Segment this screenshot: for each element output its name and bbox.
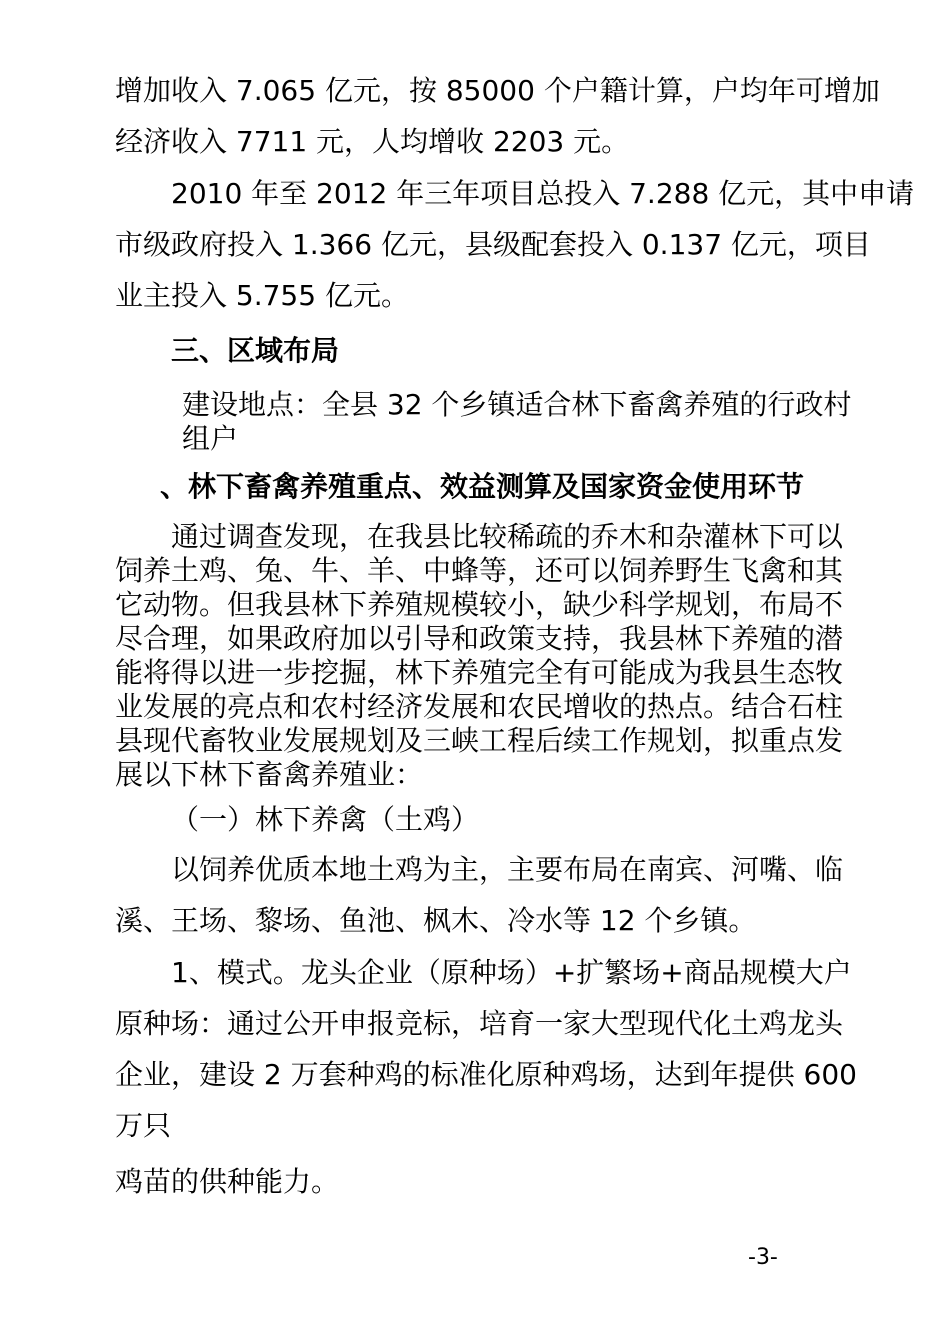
paragraph-6-line-1: 1、模式。龙头企业（原种场）+扩繁场+商品规模大户	[171, 956, 852, 989]
paragraph-2-line-2: 市级政府投入 1.366 亿元，县级配套投入 0.137 亿元，项目	[115, 228, 871, 261]
paragraph-4-line-6: 业发展的亮点和农村经济发展和农民增收的热点。结合石柱	[115, 690, 844, 723]
paragraph-4-line-1: 通过调查发现，在我县比较稀疏的乔木和杂灌林下可以	[171, 520, 844, 553]
paragraph-3-line-2: 组户	[182, 422, 239, 455]
page-number: -3-	[748, 1245, 778, 1270]
section-heading-3: 三、区域布局	[171, 334, 340, 367]
paragraph-4-line-4: 尽合理，如果政府加以引导和政策支持，我县林下养殖的潜	[115, 622, 844, 655]
paragraph-3-line-1: 建设地点：全县 32 个乡镇适合林下畜禽养殖的行政村	[182, 388, 852, 421]
paragraph-1-line-1: 增加收入 7.065 亿元，按 85000 个户籍计算，户均年可增加	[115, 74, 880, 107]
paragraph-8-line-1: 鸡苗的供种能力。	[115, 1165, 340, 1198]
paragraph-4-line-8: 展以下林下畜禽养殖业：	[115, 758, 424, 791]
paragraph-4-line-5: 能将得以进一步挖掘，林下养殖完全有可能成为我县生态牧	[115, 656, 844, 689]
paragraph-2-line-1: 2010 年至 2012 年三年项目总投入 7.288 亿元，其中申请	[171, 177, 915, 210]
paragraph-7-line-2: 企业，建设 2 万套种鸡的标准化原种鸡场，达到年提供 600	[115, 1058, 857, 1091]
paragraph-5-line-1: 以饲养优质本地土鸡为主，主要布局在南宾、河嘴、临	[171, 853, 844, 886]
subsection-heading-1: （一）林下养禽（土鸡）	[171, 803, 480, 836]
paragraph-4-line-7: 县现代畜牧业发展规划及三峡工程后续工作规划，拟重点发	[115, 724, 844, 757]
section-heading-4: 、林下畜禽养殖重点、效益测算及国家资金使用环节	[160, 470, 805, 503]
paragraph-5-line-2: 溪、王场、黎场、鱼池、枫木、冷水等 12 个乡镇。	[115, 904, 757, 937]
paragraph-4-line-3: 它动物。但我县林下养殖规模较小，缺少科学规划，布局不	[115, 588, 844, 621]
paragraph-2-line-3: 业主投入 5.755 亿元。	[115, 279, 409, 312]
paragraph-1-line-2: 经济收入 7711 元，人均增收 2203 元。	[115, 125, 630, 158]
paragraph-7-line-3: 万只	[115, 1109, 172, 1142]
paragraph-4-line-2: 饲养土鸡、兔、牛、羊、中蜂等，还可以饲养野生飞禽和其	[115, 554, 844, 587]
paragraph-7-line-1: 原种场：通过公开申报竞标，培育一家大型现代化土鸡龙头	[115, 1007, 844, 1040]
